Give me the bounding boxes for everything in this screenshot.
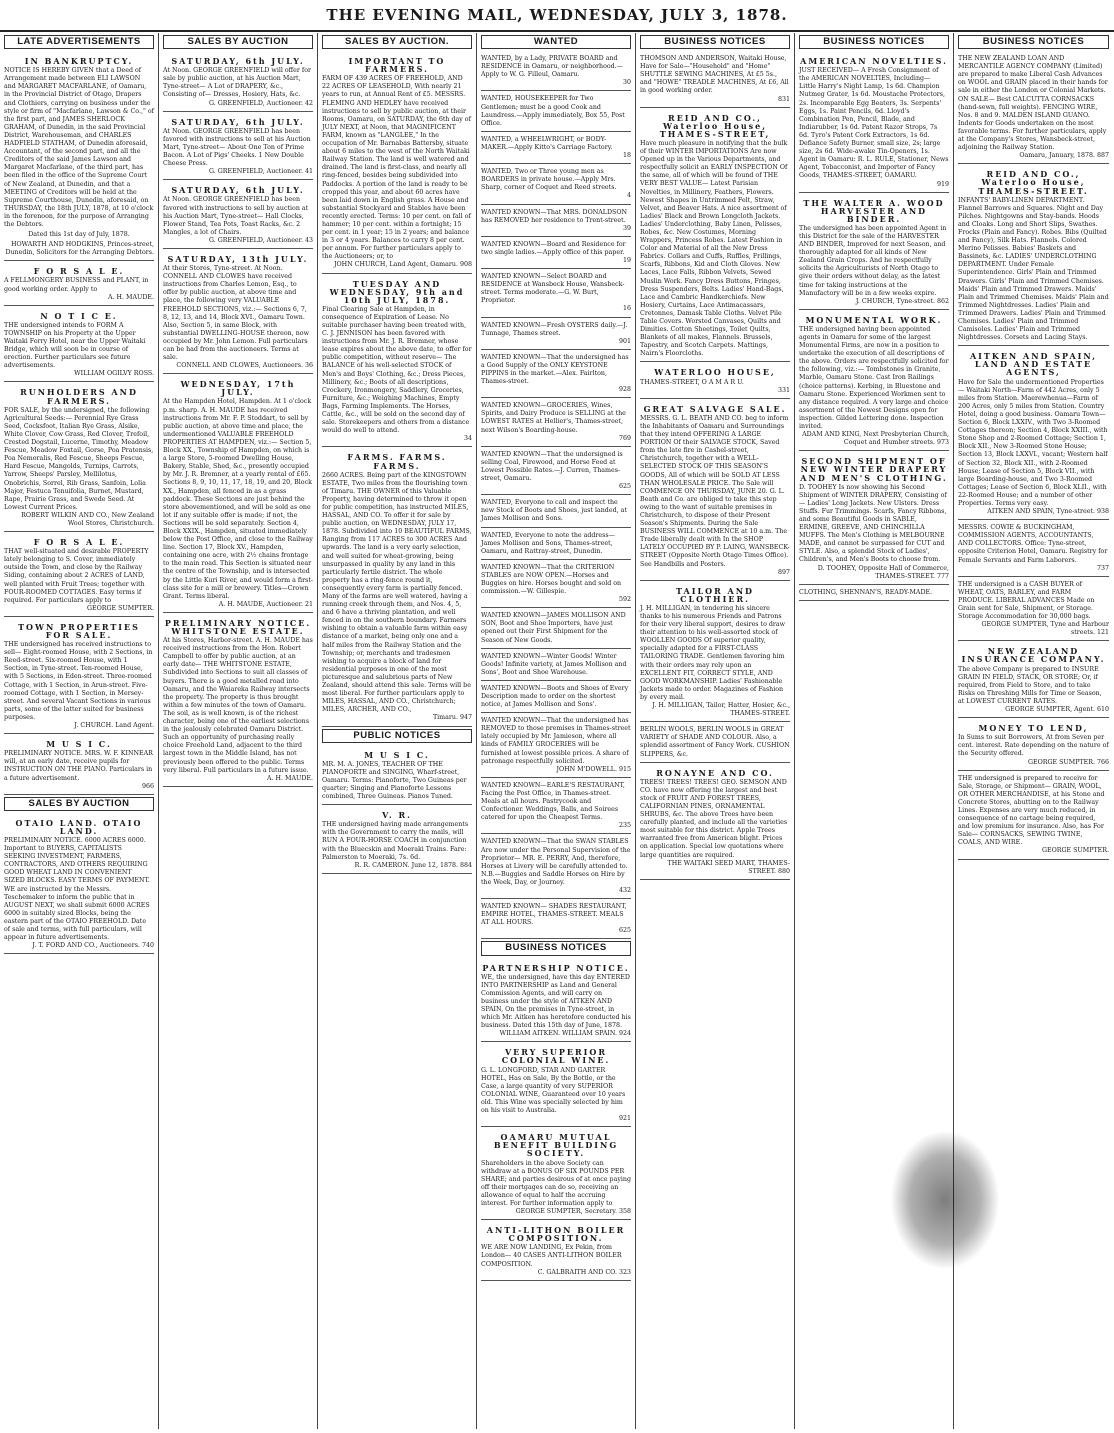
advertisement: [163, 376, 313, 613]
ad-signature: ADAM AND KING, Next Presbyterian Church, Coquet and Humber streets. 973: [802, 431, 949, 447]
advertisement: [481, 53, 631, 91]
ad-title: N O T I C E.: [40, 310, 118, 321]
ad-body: D. TOOHEY Is now showing his Second Shipment of WINTER DRAPERY, Consisting of— Ladies' Long Jackets. New Ulsters. Dress Stuffs. Fur Trimmings. Scarfs, Fancy Ribbons, and some Beautiful Goods in SABLE, ERMINE, GREEVE, AND CHINCHILLA MUFFS. The Men's Clothing is MELBOURNE MADE, and cannot be surpassed for CUT and STYLE. Also, a splendid Stock of Ladies', Children's, and Men's Boots to choose from.: [799, 483, 947, 564]
ad-body: THE undersigned is prepared to receive for Sale, Storage, or Shipment— GRAIN, WOOL, OR OTHER MERCHANDISE, at his Stone and Concrete Stores, abutting on to the Railway Lines. Expenses are very much reduced, in consequence of no cartage being required, and low premium for insurance. Also, has For Sale— CORNSACKS, SEWING TWINE, COALS, AND WIRE.: [958, 774, 1105, 847]
advertisement: [481, 449, 631, 495]
ad-date: Dated this 1st day of July, 1878.: [28, 231, 130, 239]
advertisement: [958, 166, 1109, 346]
advertisement: [958, 579, 1109, 642]
ad-signature: WILLIAM OGILVY ROSS.: [74, 370, 154, 378]
ad-signature: G. GREENFIELD, Auctioneer. 43: [208, 236, 313, 244]
advertisement: [799, 312, 949, 452]
advertisement: [958, 522, 1109, 577]
ad-title: NEW ZEALAND INSURANCE COMPANY.: [961, 646, 1106, 665]
ad-signature: 625: [618, 483, 631, 491]
advertisement: [799, 587, 949, 601]
ad-signature: Timaru. 947: [432, 714, 472, 722]
ad-body: THAMES-STREET, O A M A R U.: [640, 378, 744, 386]
ad-signature: A. H. MAUDE.: [108, 293, 154, 301]
advertisement: [4, 619, 154, 734]
ad-title: SATURDAY, 6th JULY.: [171, 185, 305, 196]
ad-body: WANTED KNOWN—Fresh OYSTERS daily.—J. Tunnage, Thames street.: [481, 321, 628, 337]
ad-body: WANTED, Everyone to note the address—James Mollison and Sons, Thames-street, Oamaru, and Rattray-street, Dunedin.: [481, 531, 615, 555]
ad-signature: 4: [626, 192, 631, 200]
ad-body: PRELIMINARY NOTICE. 6000 ACRES 6000. Important to BUYERS, CAPITALISTS SEEKING INVESTMENT, FARMERS, CONTRACTORS, AND OTHERS REQUIRING GOOD WHEAT LAND IN CONVENIENT SIZED BLOCKS. EASY TERMS OF PAYMENT. WE are instructed by the Messrs. Teschemaker to inform the public that in AUGUST NEXT, we shall submit 6000 ACRES 6000 in suitably sized Blocks, being the eastern part of the OTAIO FREEHOLD. Date of sale and terms, with full particulars, will appear in future advertisements.: [4, 836, 150, 942]
ad-body: WANTED KNOWN—GROCERIES, Wines, Spirits, and Dairy Produce is SELLING at the LOWEST RATES at Hellier's, Thames-street, next Wilson's Boarding-house.: [481, 402, 626, 434]
ad-body: THAT well-situated and desirable PROPERTY lately belonging to S. Cover, immediately outside the Town, and close by the Railway Siding, containing about 2 ACRES of LAND, well planted with Fruit Trees; together with FOUR-ROOMED COTTAGES. Easy terms if required. For particulars apply to: [4, 548, 149, 604]
ad-title: IN BANKRUPTCY.: [24, 56, 134, 67]
ink-blot: [890, 1130, 1000, 1270]
ad-body: INFANTS' BABY-LINEN DEPARTMENT. Flannel Barrows and Squares. Night and Day Pilches. Nightgowns and Stay-bands. Hoods and Cloaks. Long and Short Slips, Swathes. Frocks (Plain and Fancy). Robes. Bibs (Quilted and Fancy), Silk Hats. Flannels. Colored Merino Pelisses. Babies' Baskets and Bassinets, &c. LADIES' UNDERCLOTHING DEPARTMENT. Under Female Superintendence. Girls' Plain and Trimmed Drawers. Girls' Plain and Trimmed Chemises. Maids' Plain and Trimmed Drawers. Maids' Plain and Trimmed Chemises. Maids' Plain and Trimmed Nightdresses. Ladies' Plain and Trimmed Drawers. Ladies' Plain and Trimmed Chemises. Ladies' Plain and Trimmed Camisoles. Ladies' Plain and Trimmed Nightdresses. Corsets and Lacing Stays.: [958, 196, 1109, 342]
ad-body: WANTED KNOWN—JAMES MOLLISON AND SON, Boot and Shoe Importers, have just opened out their First Shipment for the Season of New Goods.: [481, 612, 626, 644]
ad-body: FOR SALE, by the undersigned, the following Agricultural Seeds:— Perennial Rye Grass Seed, Cocksfoot, Italian Rye Grass, Alsike, White Clover, Cow Grass, Red Clover, Trefoil, Crested Dogstail, Lucerne, Timothy, Meadow Fescue, Meadow Foxtail, Gorse, Poa Pratensis, Poa Nemoralis, Red Fescue, Sheeps Fescue, Hard Fescue, Mangolds, Turnips, Carrots, Yarrow, Sheeps' Parsley, Mellilotus, Onobrichis, Sorrel, Rib Grass, Sanfoin, Lolia Major, Festuca Tenuifolia, Burnet, Mustard, Rape, Prairie Grass, and Swede Seed. At Lowest Current Prices.: [4, 406, 154, 511]
advertisement: [481, 683, 631, 713]
advertisement: [481, 836, 631, 899]
ad-body: Have for Sale the undermentioned Properties— Waitaki North—Farm of 442 Acres, only 5 miles from Station. Maerewhenua—Farm of 200 Acres, only 5 miles from Station. Country Hotel, doing a good business. Oamaru Town—Section 6, Block LXXIV., with Two 3-Roomed Cottages thereon; Section 4, Block XXIII., with Stone Shop and 2-Roomed Cottage; Section 1, Block XII., New 3-Roomed Stone House; Section 13, Block LXXVI., vacant; Western half of Section 32, Block XII., with 2-Roomed House; Lease of Section 5, Block VII., with large Boarding-house, and Two 3-Roomed Cottages; Lease of Section 6, Block XLII., with 22-Roomed House; and a number of other Properties. Terms very easy.: [958, 378, 1108, 507]
ad-signature: GEORGE SUMPTER, Secretary. 358: [515, 1208, 631, 1216]
masthead: THE EVENING MAIL, WEDNESDAY, JULY 3, 1878.: [0, 0, 1114, 32]
ad-body: At the Hampden Hotel, Hampden. At 1 o'clock p.m. sharp. A. H. MAUDE has received instructions from Mr. F. P. Stoddart, to sell by public auction, at above time and place, the undermentioned VALUABLE FREEHOLD PROPERTIES AT HAMPDEN, viz.:— Section 5, Block XX., Township of Hampden, on which is a large Store, 5-roomed Dwelling House, Bakery, Stable, Shed, &c., presently occupied by Mr. J. R. Bremner, at a yearly rental of £65. Sections 8, 9, 10, 11, 17, 18, 19, and 20, Block XX., Hampden, all fenced in as a grass paddock. These Sections are just behind the store abovementioned, and will be sold as one lot if any suitable offer is made; if not, the Sections will be sold separately. Section 4, Block XXIX., Hampden, situated immediately below the Post Office, and close to the Railway line. Section 17, Block XV., Hampden, containing one acre, with 2½ chains frontage to the main road. This Section is situated near the centre of the Township, and is intersected by the Little Kuri River, and would form a first-class site for a mill or brewery. Titles—Crown Grant. Terms liberal.: [163, 398, 313, 600]
ad-signature: THE WAITAKI SEED MART, THAMES-STREET. 880: [667, 859, 790, 875]
ad-body: MESSRS. G. L. BEATH AND CO. beg to inform the Inhabitants of Oamaru and Surroundings that they intend OFFERING A LARGE PORTION Of their SALVAGE STOCK, Saved from the late fire in Cashel-street, Christchurch, together with a WELL-SELECTED STOCK OF THIS SEASON'S GOODS, All of which will be SOLD AT LESS THAN WHOLESALE PRICE. The Sale will COMMENCE ON THURSDAY, JUNE 20. G. L. Beath and Co. are obliged to take this step owing to the want of suitable premises in Christchurch, to dispose of their Present Season's Shipments. During the Sale BUSINESS WILL COMMENCE at 10 a.m. The Trade liberally dealt with In the SHOP LATELY OCCUPIED BY P. LAING, WANSBECK-STREET (Opposite North Otago Times Office). See Handbills and Posters.: [640, 414, 790, 568]
ad-signature: GEORGE SUMPTER. 766: [1027, 758, 1109, 766]
advertisement: [799, 53, 949, 193]
advertisement: [799, 453, 949, 584]
advertisement: [958, 348, 1109, 520]
ad-body: WANTED, a WHEELWRIGHT, or BODY-MAKER.—Apply Kitto's Carriage Factory.: [481, 135, 613, 151]
ad-title: WEDNESDAY, 17th JULY.: [180, 379, 296, 398]
ad-body: WANTED, Everyone to call and inspect the new Stock of Boots and Shoes, just landed, at James Mollison and Sons.: [481, 499, 627, 523]
ad-body: WANTED KNOWN—That the CRITERION STABLES are NOW OPEN.—Horses and Buggies on hire. Horses bought and sold on commission.—W. Gillespie.: [481, 563, 622, 596]
ad-body: CLOTHING, SHENNAN'S, READY-MADE.: [799, 588, 933, 596]
ad-signature: JOHN CHURCH, Land Agent, Oamaru. 908: [333, 261, 472, 269]
ad-body: NOTICE IS HEREBY GIVEN that a Deed of Arrangement made between ELI LAWSON and MARGARET MACFARLANE, of Oamaru, in the Provincial District of Otago, Drapers and Clothiers, carrying on business under the style or firm of "Macfarlane, Lawson & Co.," of the first part, and JAMES SHERLOCK GRAHAM, of Dunedin, in the said Provincial District, Warehouseman, and CHARLES HADFIELD STATHAM, of Dunedin aforesaid, Accountant, of the second part, and all the Creditors of the said James Lawson and Margaret Macfarlane, of the third part, has been filed in the office of the Supreme Court of New Zealand, at Dunedin, and that a MEETING of Creditors will be held at the Supreme Courthouse, Dunedin, aforesaid, on THURSDAY, the 18th JULY, 1878, at 10 o'clock in the forenoon, for the purpose of Arranging the Debtors.: [4, 67, 154, 228]
ad-title: TAILOR AND CLOTHIER.: [676, 585, 754, 604]
ad-signature: D. TOOHEY, Opposite Hall of Commerce, THAMES-STREET. 777: [817, 564, 949, 580]
ad-body: WE, the undersigned, have this day ENTERED INTO PARTNERSHIP as Land and General Commission Agents, and will carry on business under the style of AITKEN AND SPAIN, On the premises in Tyne-street, in which Mr. Aitken has heretofore conducted his business. Dated this 15th day of June, 1878.: [481, 973, 631, 1030]
advertisement: [481, 901, 631, 939]
ad-signature: 901: [618, 337, 631, 345]
advertisement: [481, 651, 631, 681]
ad-signature: 18: [622, 152, 631, 160]
advertisement: [322, 807, 472, 874]
ad-body: At Noon. GEORGE GREENFIELD has been favored with instructions to sell at his Auction Mart, Tyne-street— About One Ton of Prime Bacon. A Lot of Pigs' Cheeks. 1 New Double Cheese Press.: [163, 127, 311, 168]
ad-signature: WILLIAM AITKEN. WILLIAM SPAIN. 924: [499, 1030, 631, 1038]
ad-body: TREES! TREES! TREES! GEO. SEMSON AND CO. have now offering the largest and best stock of FRUIT AND FOREST TREES, CALIFORNIAN PINES, ORNAMENTAL SHRUBS, &c. The above Trees have been carefully planted, and include all the varieties most suitable for this district. Apple Trees warranted free from American blight. Prices on application. Special low quotations where large quantities are required.: [640, 778, 788, 859]
ad-signature: 769: [618, 434, 631, 442]
advertisement: [163, 53, 313, 112]
ad-signature: GEORGE SUMPTER.: [1041, 847, 1109, 855]
ad-body: WANTED KNOWN—Boots and Shoes of Every Description made to order on the shortest notice, at James Mollison and Sons'.: [481, 684, 629, 709]
ad-title: PARTNERSHIP NOTICE.: [482, 962, 630, 973]
ad-signature: 737: [1096, 564, 1109, 572]
ad-body: THE undersigned intends to FORM A TOWNSHIP on his Property at the Upper Waitaki Ferry Hotel, near the Upper Waitaki Bridge, which will soon be in course of erection. Further particulars see future advertisements.: [4, 321, 146, 370]
ad-body: WANTED KNOWN—EARLE'S RESTAURANT, Facing the Post Office, in Thames-street. Meals at all hours. Pastrycook and Confectioner. Weddings, Balls, and Soirees catered for upon the Cheapest Terms.: [481, 781, 625, 822]
ad-body: WANTED KNOWN—Select BOARD and RESIDENCE at Wansbeck House, Wansbeck-street. Terms moderate.—G. W. Burt, Proprietor.: [481, 273, 625, 305]
ad-signature: 625: [618, 927, 631, 935]
advertisement: [481, 1129, 631, 1220]
ad-body: PRELIMINARY NOTICE. MRS. W. F. KINNEAR will, at an early date, receive pupils for INSTRUCTION ON THE PIANO. Particulars in a future advertisement.: [4, 750, 153, 782]
ad-body: WANTED, by a Lady, PRIVATE BOARD and RESIDENCE in Oamaru, or neighborhood.—Apply to W. G. Filleul, Oamaru.: [481, 55, 623, 79]
ad-signature: 432: [618, 886, 631, 894]
ad-body: At his Stores, Harbor-street. A. H. MAUDE has received instructions from the Hon. Robert Campbell to offer by public auction, at an early date— THE WHITSTONE ESTATE, Subdivided into Sections to suit all classes of buyers. There is a good metalled road into Oamaru, and the Waiareka Railway intersects the property. The property is thus brought within a few minutes of the town of Oamaru. The soil, as is well known, is of the richest character, being one of the earliest selections in the jealously celebrated Oamaru District. Such an opportunity of purchasing really choice Freehold Land, adjacent to the third largest town in the Middle Island, has not previously been offered to the public. Terms very liberal. Full particulars in a future issue.: [163, 637, 313, 774]
ad-title: F O R S A L E.: [33, 266, 125, 277]
advertisement: [481, 1222, 631, 1281]
ad-signature: 331: [777, 386, 790, 394]
ad-title: M U S I C.: [364, 749, 430, 760]
column-5: [636, 33, 795, 1429]
ad-signature: J. CHURCH. Land Agent.: [74, 722, 154, 730]
ad-body: The undersigned has been appointed Agent in this District for the sale of the HARVESTER AND BINDER, Improved for next Season, and thoroughly adapted for all kinds of New Zealand Grain Crops. And he respectfully solicits the Agriculturists of North Otago to give their orders without delay, as the latest time for taking instructions at the Manufactory will be in a few weeks expire.: [799, 224, 947, 297]
column-heading: BUSINESS NOTICES: [958, 35, 1109, 49]
ad-title: WATERLOO HOUSE,: [654, 367, 776, 378]
ad-title: SATURDAY, 6th JULY.: [171, 116, 305, 127]
ad-body: 2660 ACRES. Being part of the KINGSTOWN ESTATE, Two miles from the flourishing town of Timaru. THE OWNER of this Valuable Property, having determined to throw it open for public competition, has instructed MILES, HASSAL, AND CO. To offer it for sale by public auction, on WEDNESDAY, JULY 17, 1878. Subdivided into 10 BEAUTIFUL FARMS, Ranging from 117 ACRES to 300 ACRES And upwards. The land is a very early selection, and well suited for wheat-growing, being unsurpassed in quality by any land in this particularly fertile district. The whole property has a ring-fence round it, consequently every farm is partially fenced. Many of the farms are well watered, having a running creek through them, and Nos. 4, 5, and 6 have a thriving plantation, and well fenced in on the southern boundary. Farmers wishing to obtain a valuable farm within easy distance of a market, being only one and a half miles from the Railway Station and the Township; or, merchants and tradesmen wishing to acquire a block of land for residential purposes in one of the most picturesque and salubrious parts of New Zealand, should attend this sale. Terms will be most liberal. For further particulars apply to MILES, HASSAL, AND CO., Christchurch; MILES, ARCHER, AND CO.,: [322, 471, 472, 714]
advertisement: [481, 134, 631, 164]
advertisement: [481, 562, 631, 608]
ad-signature: G. GREENFIELD, Auctioneer. 42: [208, 99, 313, 107]
advertisement: [481, 960, 631, 1043]
ad-title: AITKEN AND SPAIN, LAND AND ESTATE AGENTS,: [969, 351, 1098, 378]
advertisement: [481, 320, 631, 350]
advertisement: [481, 400, 631, 446]
column-heading: SALES BY AUCTION.: [322, 35, 472, 49]
advertisement: [640, 724, 790, 762]
advertisement: [163, 251, 313, 374]
ad-body: At Noon. GEORGE GREENFIELD will offer for sale by public auction, at his Auction Mart, Tyne-street— A Lot of DRAPERY, &c., Consisting of— Dresses, Hosiery, Hats, &c.: [163, 67, 312, 99]
column-heading: BUSINESS NOTICES: [481, 941, 631, 955]
advertisement: [640, 364, 790, 398]
ad-title: M U S I C.: [46, 739, 112, 750]
advertisement: [4, 384, 154, 532]
advertisement: [481, 271, 631, 317]
ad-body: THE undersigned having been appointed agents in Oamaru for some of the largest Monumental Firms, are now in a position to undertake the execution of all descriptions of the above. Orders are respectfully solicited for the following, viz.:— Tombstones in Granite, Marble, Oamaru Stone. Cast Iron Railings (choice patterns). Kerbing, in Bluestone and Oamaru Stone. Experienced Workmen sent to any distance required. A very large and choice assortment of the Newest Designs open for inspection. Gilded Lettering done. Inspection invited.: [799, 325, 949, 431]
ad-signature: J. T. FORD AND CO., Auctioneers. 740: [32, 942, 154, 950]
ad-title: REID AND CO., Waterloo House, THAMES-STREET,: [659, 112, 771, 139]
advertisement: [322, 276, 472, 448]
ad-body: THE undersigned is a CASH BUYER of WHEAT, OATS, BARLEY, and FARM PRODUCE. LIBERAL ADVANCES Made on Grain sent for Sale, Shipment, or Storage. Storage Accommodation for 30,000 bags.: [958, 580, 1095, 621]
ad-signature: A. H. MAUDE, Auctioneer. 21: [218, 600, 313, 608]
advertisement: [163, 615, 313, 787]
advertisement: [958, 773, 1109, 860]
ad-body: THE undersigned having made arrangements with the Government to carry the mails, will RUN A FOUR-HORSE COACH in conjunction with the Bluecskin and Moeraki Trains. Fare: Palmerston to Moeraki, 7s. 6d.: [322, 821, 469, 861]
advertisement: [958, 643, 1109, 718]
ad-body: MESSRS. COWIE & BUCKINGHAM, COMMISSION AGENTS, ACCOUNTANTS, AND COLLECTORS. Office: Tyne-street, opposite Criterion Hotel, Oamaru. Registry for Female Servants and Farm Laborers.: [958, 524, 1108, 564]
advertisement: [481, 239, 631, 269]
column-heading: BUSINESS NOTICES: [799, 35, 949, 49]
ad-signature: 235: [618, 822, 631, 830]
ad-title: VERY SUPERIOR COLONIAL WINE.: [501, 1047, 611, 1066]
ad-body: G. L. LONGFORD, STAR AND GARTER HOTEL, Has on Sale, By the Bottle, or the Case, a large quantity of very SUPERIOR COLONIAL WINE, Guaranteed over 10 years old. This Wine was specially selected by him on his visit to Australia.: [481, 1066, 626, 1115]
ad-body: A FELLMONGERY BUSINESS and PLANT, in good working order. Apply to: [4, 277, 149, 293]
ad-signature: C. GALBRAITH AND CO. 323: [537, 1268, 631, 1276]
ad-title: V. R.: [382, 810, 412, 821]
ad-body: WANTED KNOWN—That MRS. DONALDSON has REMOVED her residence to Trent-street.: [481, 208, 628, 224]
ad-signature: G. GREENFIELD, Auctioneer. 41: [208, 168, 313, 176]
advertisement: [640, 110, 790, 363]
ad-signature: 921: [618, 1115, 631, 1123]
advertisement: [4, 815, 154, 955]
advertisement: [481, 715, 631, 778]
ad-body: Have much pleasure in notifying that the bulk of their WINTER IMPORTATIONS Are now Opened up in the Various Departments, and respectfully solicit an EARLY INSPECTION Of the same, all of which will be found of THE VERY BEST VALUE— Latest Parisian Novelties, in Millinery, Feathers, Flowers. Newest Shapes in Untrimmed Felt, Straw, Velvet, and Beaver Hats. A nice assortment of Ladies' Black and Brown Longcloth Jackets. Ladies' Underclothing, Baby Linen, Pelisses, Robes, &c. New Costumes, Morning Wrappers, Princess Robes. Latest Fashion in Color and Material of all the New Dress Fabrics. Collars and Cuffs, Ruffles, Frillings, Scarfs, Ribbons, Kid and Cloth Gloves. New Laces, Lace Falls, Ribbon Velvets, Sewed Muslin Work. Fancy Dress Buttons, Fringes, Dress Suspenders, Belts. Ladies' Hand-Bags, Lace and Cambric Handkerchiefs. New Hosiery, Curtains, Lace Antimacassars, Cretonnes, Damask Table Cloths. Velvet Pile Table Covers. Worsted Canvases, Quilts and Dimities. Cotton Sheetings, Toilet Quilts, Blankets of all makes, Flannels. Brussels, Tapestry, and Scotch Carpets. Mattings, Nairn's Floorcloths.: [640, 139, 788, 358]
ad-signature: ROBERT WILKIN AND CO., New Zealand Wool Stores, Christchurch.: [21, 511, 154, 527]
advertisement: [481, 352, 631, 398]
ad-body: WANTED, Two or Three young men as BOARDERS in private house.—Apply Mrs. Sharp, corner of Coquet and Reed streets.: [481, 168, 617, 192]
column-heading: PUBLIC NOTICES: [322, 729, 472, 743]
ad-title: OAMARU MUTUAL BENEFIT BUILDING SOCIETY.: [493, 1132, 619, 1159]
advertisement: [640, 53, 790, 108]
ad-body: WANTED, HOUSEKEEPER for Two Gentlemen; must be a good Cook and Laundress.—Apply immediately, Box 55, Post Office.: [481, 95, 625, 127]
ad-signature: 592: [618, 596, 631, 604]
ad-signature: HOWARTH AND HODGKINS, Princes-street, Dunedin, Solicitors for the Arranging Debtors.: [5, 241, 154, 257]
ad-title: GREAT SALVAGE SALE.: [643, 403, 787, 414]
ad-body: THOMSON AND ANDERSON, Waitaki House, Have for Sale—"Household" and "Home" SHUTTLE SEWING MACHINES, At £5 5s., and "HOWE" TREADLE MACHINES, At £6, All in good working order.: [640, 55, 789, 95]
ad-signature: 966: [141, 782, 154, 790]
ad-signature: R. R. CAMERON. June 12, 1878. 884: [354, 861, 472, 869]
ad-body: WANTED KNOWN— SHADES RESTAURANT, EMPIRE HOTEL, THAMES-STREET. MEALS AT ALL HOURS.: [481, 903, 627, 927]
column-heading: BUSINESS NOTICES: [640, 35, 790, 49]
ad-signature: J. CHURCH, Tyne-street. 862: [855, 297, 949, 305]
ad-signature: JOHN M'DOWELL. 915: [556, 765, 631, 773]
ad-title: REID AND CO., Waterloo House, THAMES-STREET.: [978, 169, 1089, 196]
ad-title: MONEY TO LEND,: [978, 723, 1089, 734]
advertisement: [322, 53, 472, 273]
ad-title: RONAYNE AND CO.: [656, 767, 774, 778]
ad-body: Final Clearing Sale at Hampden, in consequence of Expiration of Lease. No suitable purchaser having been treated with, C. J. JENNISON has been favored with instructions from Mr. J. R. Bremner, whose lease expires about the above date, to offer for public competition, without reserve— The BALANCE of his well-selected STOCK of Men's and Boys' Clothing, &c.; Dress Pieces, Millinery, &c.; Boots of all descriptions, Crockery, Ironmongery, Saddlery, Groceries, Furniture, &c.; Weighing Machines, Empty Bags, Farming Implements. The Horses, Cattle, &c., will be sold on the second day of sale. Storekeepers and others from a distance would do well to attend.: [322, 305, 472, 435]
advertisement: [958, 720, 1109, 770]
ad-signature: 831: [777, 95, 790, 103]
ad-title: SECOND SHIPMENT OF NEW WINTER DRAPERY AND MEN'S CLOTHING.: [800, 456, 948, 483]
ad-signature: GEORGE SUMPTER, Tyne and Harbour streets. 121: [981, 621, 1109, 637]
advertisement: [322, 449, 472, 726]
ad-signature: 897: [777, 568, 790, 576]
ad-signature: CONNELL AND CLOWES, Auctioneers. 36: [176, 362, 313, 370]
ad-body: FARM OF 439 ACRES OF FREEHOLD, AND 22 ACRES OF LEASEHOLD, With nearly 21 years to run, at Annual Rent of £5. MESSRS. FLEMING AND HEDLEY have received instructions to sell by public auction, at their Rooms, Oamaru, on SATURDAY, the 6th day of JULY NEXT, at Noon, that MAGNIFICENT FARM, known as "LANGLEE," In the occupation of Mr. Barnabas Battersby, situate about 6 miles to the west of the North Waitaki Railway Station. The land is well watered and drained. The land is first-class, and nearly all ring-fenced, besides being subdivided into Paddocks. A portion of the land is ready to be cropped this year, and about 60 acres have been laid down in English grass. A House and substantial Stockyard and Stables have been recently erected. Terms: 10 per cent. on fall of hammer; 10 per cent. within a fortnight; 15 per cent. in 1 year; 15 in 2 years; and balance in 3 or 4 years. Balances to carry 8 per cent. per annum. For further particulars apply to the Auctioneers; or, to: [322, 75, 471, 261]
ad-title: AMERICAN NOVELTIES.: [800, 56, 948, 67]
advertisement: [799, 195, 949, 310]
ad-signature: 928: [618, 386, 631, 394]
column-heading: SALES BY AUCTION: [4, 797, 154, 811]
ad-signature: 39: [622, 224, 631, 232]
advertisement: [481, 166, 631, 204]
ad-signature: 919: [936, 180, 949, 188]
advertisement: [322, 747, 472, 806]
ad-body: THE NEW ZEALAND LOAN AND MERCANTILE AGENCY COMPANY (Limited) are prepared to make Liberal Cash Advances on WOOL and GRAIN placed in their hands for sale in either the London or Colonial Markets. ON SALE— Best CALCUTTA CORNSACKS (hand-sewn, full weights). FENCING WIRE, Nos. 8 and 9. MALDEN ISLAND GUANO. Indents for Goods undertaken on the most favorable terms. For further particulars, apply at the Company's Stores, Wansbeck-street, adjoining the Railway Station.: [958, 55, 1108, 152]
ad-title: MONUMENTAL WORK.: [805, 314, 943, 325]
ad-body: WANTED KNOWN—Board and Residence for two single ladies.—Apply office of this paper.: [481, 240, 626, 256]
ad-body: WE ARE NOW LANDING, Ex Pekin, from London— 40 CASES ANTI-LITHON BOILER COMPOSITION.: [481, 1244, 622, 1268]
ad-body: WANTED KNOWN—That the undersigned has REMOVED to those premises in Thames-street lately occupied by Mr. Jamieson, where all kinds of FAMILY GROCERIES will be furnished at lowest possible prices. A share of patronage respectfully solicited.: [481, 717, 631, 765]
ad-signature: 16: [622, 305, 631, 313]
advertisement: [481, 780, 631, 835]
ad-signature: 30: [622, 79, 631, 87]
ad-title: IMPORTANT TO FARMERS.: [348, 56, 446, 75]
ad-body: BERLIN WOOLS, BERLIN WOOLS in GREAT VARIETY of SHADE AND COLOUR. Also, a splendid assortment of Fancy Work. CUSHION SLIPPERS, &c.: [640, 726, 790, 758]
advertisement: [481, 93, 631, 131]
advertisement: [481, 1044, 631, 1127]
advertisement: [4, 736, 154, 795]
ad-title: FARMS. FARMS. FARMS.: [347, 452, 447, 471]
advertisement: [481, 497, 631, 527]
ad-title: ANTI-LITHON BOILER COMPOSITION.: [486, 1225, 626, 1244]
ad-body: MR. M. A. JONES, TEACHER OF THE PIANOFORTE and SINGING, Wharf-street, Oamaru. Terms: Pianoforte, Two Guineas per quarter; Singing and Pianoforte Lessons combined, Three Guineas. Pianos Tuned.: [322, 760, 467, 801]
advertisement: [481, 207, 631, 237]
advertisement: [163, 182, 313, 249]
ad-body: WANTED KNOWN—Winter Goods! Winter Goods! Infinite variety, at James Mollison and Sons', Boot and Shoe Warehouse.: [481, 652, 627, 676]
ad-body: The above Company is prepared to INSURE GRAIN IN FIELD, STACK, OR STORE; Or, if required, from Field to Store, and to take Risks on Threshing Mills for Time or Season, at LOWEST CURRENT RATES.: [958, 665, 1102, 705]
advertisement: [640, 583, 790, 723]
column-heading: LATE ADVERTISEMENTS: [4, 35, 154, 49]
advertisement: [4, 53, 154, 261]
advertisement: [4, 263, 154, 305]
ad-title: TUESDAY AND WEDNESDAY, 9th and 10th JULY, 1878.: [329, 278, 465, 305]
ad-title: RUNHOLDERS AND FARMERS.: [20, 387, 138, 406]
column-2: [159, 33, 318, 1429]
ad-title: PRELIMINARY NOTICE. WHITSTONE ESTATE.: [164, 617, 312, 636]
ad-title: THE WALTER A. WOOD HARVESTER AND BINDER.: [803, 197, 945, 224]
ad-body: At their Stores, Tyne-street. At Noon. CONNELL AND CLOWES have received instructions from Charles Lemon, Esq., to offer by public auction, at above time and place, the following very VALUABLE FREEHOLD SECTIONS, viz.:— Sections 6, 7, 8, 12, 13, and 14, Block XVI., Oamaru Town. Also, Section 5, in same Block, with substantial DWELLING-HOUSE thereon, now occupied by Mr. John Lemon. Full particulars can be had from the auctioneers. Terms at sale.: [163, 265, 309, 362]
column-heading: WANTED: [481, 35, 631, 49]
ad-body: WANTED KNOWN—That the undersigned has a Good Supply of the ONLY KEYSTONE PIPPINS in the market.—Alex. Fairlton, Thames-street.: [481, 353, 629, 386]
ad-signature: GEORGE SUMPTER.: [86, 604, 154, 612]
advertisement: [4, 308, 154, 383]
ad-signature: 19: [622, 256, 631, 264]
ad-title: SATURDAY, 6th JULY.: [171, 56, 305, 67]
ad-body: WANTED KNOWN—That the undersigned is selling Coal, Firewood, and Horse Feed at Lowest Possible Rates.—J. Curren, Thames-street, Oamaru.: [481, 450, 623, 483]
column-heading: SALES BY AUCTION: [163, 35, 313, 49]
ad-title: TOWN PROPERTIES FOR SALE.: [18, 621, 140, 640]
advertisement: [481, 610, 631, 648]
ad-body: Shareholders in the above Society can withdraw at a BONUS OF SIX POUNDS PER SHARE; and parties desirous of at once paying off their mortgages can do so, receiving an allowance of equal to half the accruing interest. For further information apply to: [481, 1159, 631, 1207]
ad-body: J. H. MILLIGAN, in tendering his sincere thanks to his numerous Friends and Patrons for their very liberal support, desires to draw their attention to his well-assorted stock of WOOLLEN GOODS Of superior quality, specially adapted for a FIRST-CLASS TAILORING TRADE. Gentlemen favoring him with their orders may rely upon an EXCELLENT FIT, CORRECT STYLE, AND GOOD WORKMANSHIP. Ladies' Fashionable Jackets made to order. Magazines of Fashion by every mail.: [640, 604, 786, 701]
ad-body: THE undersigned has received instructions to sell— Eight-roomed House, with 2 Sections, in Reed-street. Six-roomed House, with 1 Section, in Tyne-street. Ten-roomed House, with 5 Sections, in Eden-street. Three-roomed Cottage, with 1 Section, in Arun-street. Five-roomed Cottage, with 1 Section, in Mersey-street. And several Vacant Sections in various parts, some of the latter suited for business purposes.: [4, 641, 153, 721]
advertisement: [481, 530, 631, 560]
advertisement: [640, 765, 790, 880]
ad-body: At Noon. GEORGE GREENFIELD has been favored with instructions to sell by auction at his Auction Mart, Tyne-street— Hall Clocks, Flower Stand, Tea Pots, Toast Racks, &c. 2 Mangles, a lot of Chairs.: [163, 196, 309, 236]
ad-title: OTAIO LAND. OTAIO LAND.: [15, 817, 143, 836]
advertisement: [163, 114, 313, 181]
ad-body: JUST RECEIVED— A Fresh Consignment of the AMERICAN NOVELTIES, Including— Little Harry's Night Lamp, 1s 6d. Champion Nutmeg Grater, 1s 6d. Moustache Protectors, 2s. Incomparable Egg Beaters, 3s. Serpents' Eggs, 1s. Paint Pencils, 6d. Lloyd's Combination Pen, Pencil, Blade, and Indiarubber, 1s 6d. Patent Razor Strops, 7s 6d. Tyro's Patent Cork Extractors, 1s 6d. Defiance Safety Burner, small size, 2s; large size, 2s 6d. Wide-awake Tin-Openers, 1s. Agent in Oamaru: R. L. RULE, Stationer, News Agent, Tobacconist, and Importer of Fancy Goods, THAMES-STREET, OAMARU.: [799, 67, 949, 180]
ad-title: SATURDAY, 13th JULY.: [167, 253, 309, 264]
ad-body: WANTED KNOWN—That the SWAN STABLES Are now under the Personal Supervision of the Proprietor— MR. E. PERRY, And, therefore, Horses at Livery will be carefully attended to. N.B.—Buggies and Saddle Horses on Hire by the Week, Day, or Journey.: [481, 838, 631, 886]
column-3: [318, 33, 477, 1429]
ad-signature: AITKEN AND SPAIN, Tyne-street. 938: [987, 508, 1109, 516]
ad-signature: 34: [463, 435, 472, 443]
ad-title: F O R S A L E.: [33, 537, 125, 548]
ad-signature: J. H. MILLIGAN, Tailor, Hatter, Hosier, &c., THAMES-STREET.: [652, 702, 790, 718]
advertisement: [4, 534, 154, 617]
ad-body: In Sums to suit Borrowers, At from Seven per cent. interest. Rate depending on the nature of the Security offered.: [958, 734, 1109, 758]
advertisement: [958, 53, 1109, 164]
ad-signature: Oamaru, January, 1878. 887: [1019, 152, 1109, 160]
ad-signature: A. H. MAUDE.: [267, 774, 313, 782]
column-4: [477, 33, 636, 1429]
column-1: [0, 33, 159, 1429]
advertisement: [640, 401, 790, 581]
ad-signature: GEORGE SUMPTER, Agent. 610: [1005, 706, 1109, 714]
